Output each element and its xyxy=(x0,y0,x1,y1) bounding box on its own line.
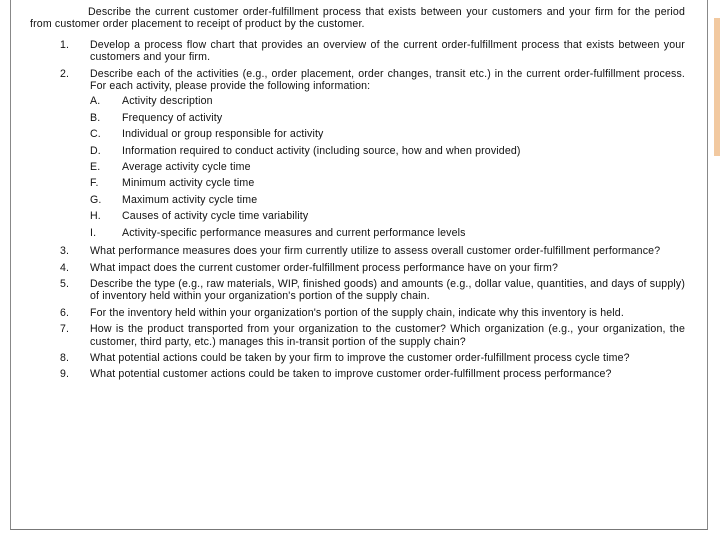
question-text: What performance measures does your firm currently utilize to assess overall customer order-fulfillment performance? xyxy=(90,245,661,258)
slide-accent-bar xyxy=(714,18,720,156)
question-8 xyxy=(30,352,685,364)
question-number: 8. xyxy=(60,351,70,364)
question-7 xyxy=(30,323,685,348)
subitem-a xyxy=(90,95,685,107)
subitem-text: Individual or group responsible for activity xyxy=(122,128,324,141)
question-2 xyxy=(30,68,685,241)
subitem-letter: E. xyxy=(90,161,101,174)
subitem-text: Information required to conduct activity (including source, how and when provided) xyxy=(122,144,521,157)
question-6 xyxy=(30,307,685,319)
subitem-b xyxy=(90,112,685,124)
question-1 xyxy=(30,39,685,64)
questionnaire xyxy=(30,6,685,385)
subitem-d xyxy=(90,145,685,157)
subitem-text: Average activity cycle time xyxy=(122,161,251,174)
subitem-c xyxy=(90,128,685,140)
subitem-letter: B. xyxy=(90,111,101,124)
subitem-text: Frequency of activity xyxy=(122,111,223,124)
subitem-letter: F. xyxy=(90,177,99,190)
subitem-letter: I. xyxy=(90,226,97,239)
subitem-e xyxy=(90,161,685,173)
subitem-f xyxy=(90,177,685,189)
question-3 xyxy=(30,245,685,257)
question-number: 5. xyxy=(60,277,70,290)
question-number: 2. xyxy=(60,67,70,80)
question-text: Describe each of the activities (e.g., order placement, order changes, transit etc.) in the current order-fulfillment process. For each activity, please provide the following information: xyxy=(90,67,685,93)
question-text: What potential actions could be taken by your firm to improve the customer order-fulfillment process cycle time? xyxy=(90,351,630,364)
subitem-text: Causes of activity cycle time variability xyxy=(122,210,309,223)
question-4 xyxy=(30,262,685,274)
question-number: 9. xyxy=(60,368,70,381)
subitem-g xyxy=(90,194,685,206)
question-number: 6. xyxy=(60,306,70,319)
question-text: How is the product transported from your organization to the customer? Which organization (e.g., your organization, the customer, third party, etc.) manages this in-transit portion of the supply chain? xyxy=(90,323,685,348)
question-text: What potential customer actions could be taken to improve customer order-fulfillment process performance? xyxy=(90,368,612,381)
question-number: 1. xyxy=(60,38,70,51)
subitem-letter: G. xyxy=(90,193,102,206)
subitem-letter: C. xyxy=(90,128,101,141)
subitem-h xyxy=(90,210,685,222)
question-number: 4. xyxy=(60,261,70,274)
question-text: For the inventory held within your organization's portion of the supply chain, indicate why this inventory is held. xyxy=(90,306,624,319)
subitem-text: Maximum activity cycle time xyxy=(122,193,258,206)
subitem-letter: D. xyxy=(90,144,101,157)
subitem-letter: A. xyxy=(90,95,101,108)
subitem-text: Activity description xyxy=(122,95,213,108)
question-text: What impact does the current customer order-fulfillment process performance have on your firm? xyxy=(90,261,559,274)
question-number: 7. xyxy=(60,323,70,336)
subitem-text: Minimum activity cycle time xyxy=(122,177,255,190)
question-9 xyxy=(30,368,685,380)
activity-info-list xyxy=(90,95,685,239)
intro-paragraph: Describe the current customer order-fulfillment process that exists between your customers and your firm for the period from customer order placement to receipt of product by the customer. xyxy=(30,6,685,31)
question-5 xyxy=(30,278,685,303)
question-2-body xyxy=(90,68,685,241)
subitem-i xyxy=(90,227,685,239)
question-text: Develop a process flow chart that provides an overview of the current order-fulfillment process that exists between your customers and your firm. xyxy=(90,38,685,64)
question-text: Describe the type (e.g., raw materials, WIP, finished goods) and amounts (e.g., dollar value, quantities, and days of supply) of inventory held within your organization's portion of the supply chain. xyxy=(90,277,685,303)
subitem-letter: H. xyxy=(90,210,101,223)
subitem-text: Activity-specific performance measures and current performance levels xyxy=(122,226,466,239)
question-number: 3. xyxy=(60,245,70,258)
